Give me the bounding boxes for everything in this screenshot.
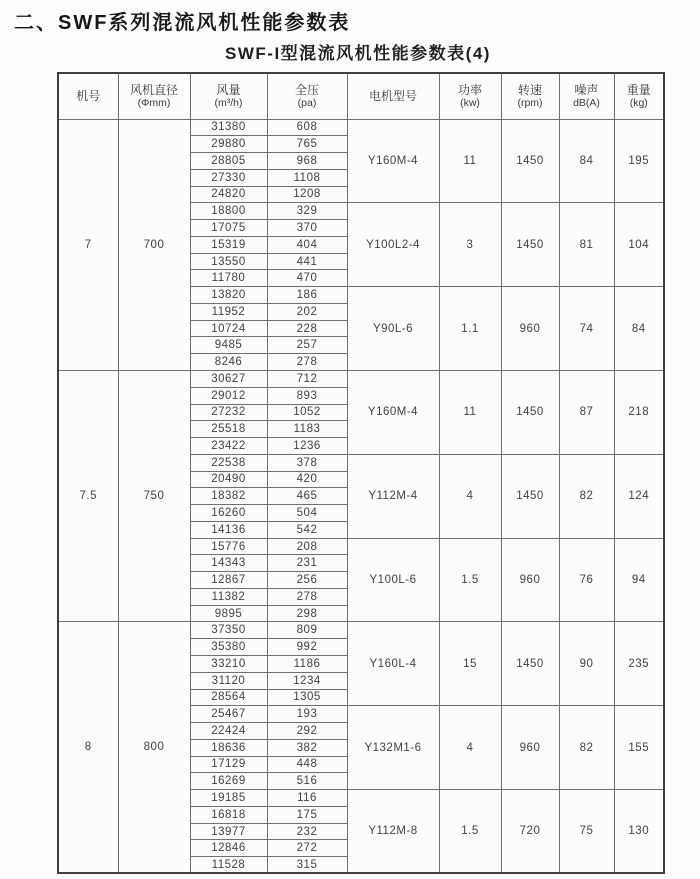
noise-cell: 90 — [559, 622, 614, 706]
power-cell: 11 — [439, 370, 501, 454]
airflow-cell: 27330 — [190, 169, 267, 186]
pressure-cell: 278 — [267, 588, 347, 605]
pressure-cell: 968 — [267, 153, 347, 170]
airflow-cell: 12846 — [190, 840, 267, 857]
airflow-cell: 16260 — [190, 505, 267, 522]
airflow-cell: 31120 — [190, 672, 267, 689]
pressure-cell: 1305 — [267, 689, 347, 706]
pressure-cell: 1186 — [267, 656, 347, 673]
col-header-pressure — [267, 73, 347, 119]
speed-cell: 960 — [501, 706, 559, 790]
power-cell: 1.5 — [439, 790, 501, 874]
pressure-cell: 1183 — [267, 421, 347, 438]
airflow-cell: 17129 — [190, 756, 267, 773]
fan-performance-table — [57, 72, 665, 874]
weight-cell: 124 — [614, 454, 664, 538]
table-subtitle: SWF-I型混流风机性能参数表(4) — [225, 44, 491, 63]
airflow-cell: 30627 — [190, 370, 267, 387]
page-title: 二、SWF系列混流风机性能参数表 — [14, 12, 351, 34]
motor-model-cell: Y160L-4 — [347, 622, 439, 706]
col-header-diameter — [118, 73, 190, 119]
motor-model-cell: Y132M1-6 — [347, 706, 439, 790]
weight-cell: 195 — [614, 119, 664, 203]
airflow-cell: 16269 — [190, 773, 267, 790]
pressure-cell: 382 — [267, 739, 347, 756]
speed-cell: 960 — [501, 538, 559, 622]
power-cell: 1.5 — [439, 538, 501, 622]
airflow-cell: 25518 — [190, 421, 267, 438]
pressure-cell: 298 — [267, 605, 347, 622]
airflow-cell: 14343 — [190, 555, 267, 572]
airflow-cell: 11780 — [190, 270, 267, 287]
airflow-cell: 13820 — [190, 287, 267, 304]
airflow-cell: 16818 — [190, 806, 267, 823]
pressure-cell: 1108 — [267, 169, 347, 186]
pressure-cell: 329 — [267, 203, 347, 220]
airflow-cell: 37350 — [190, 622, 267, 639]
col-header-label: 重量 — [626, 83, 651, 98]
pressure-cell: 370 — [267, 220, 347, 237]
pressure-cell: 420 — [267, 471, 347, 488]
pressure-cell: 542 — [267, 521, 347, 538]
airflow-cell: 29880 — [190, 136, 267, 153]
pressure-cell: 992 — [267, 639, 347, 656]
col-header-motor-model — [347, 73, 439, 119]
col-header-label: 噪声 — [574, 83, 599, 98]
airflow-cell: 28564 — [190, 689, 267, 706]
weight-cell: 104 — [614, 203, 664, 287]
power-cell: 11 — [439, 119, 501, 203]
col-header-label: 风量 — [216, 83, 241, 98]
pressure-cell: 202 — [267, 303, 347, 320]
power-cell: 3 — [439, 203, 501, 287]
motor-model-cell: Y100L2-4 — [347, 203, 439, 287]
pressure-cell: 893 — [267, 387, 347, 404]
pressure-cell: 448 — [267, 756, 347, 773]
col-header-unit: (kg) — [629, 97, 648, 110]
model-no-cell: 7 — [58, 119, 118, 370]
pressure-cell: 470 — [267, 270, 347, 287]
motor-model-cell: Y160M-4 — [347, 370, 439, 454]
col-header-airflow — [190, 73, 267, 119]
weight-cell: 130 — [614, 790, 664, 874]
model-no-cell: 7.5 — [58, 370, 118, 621]
airflow-cell: 19185 — [190, 790, 267, 807]
speed-cell: 1450 — [501, 203, 559, 287]
speed-cell: 720 — [501, 790, 559, 874]
pressure-cell: 116 — [267, 790, 347, 807]
model-no-cell: 8 — [58, 622, 118, 873]
table-header — [58, 73, 664, 119]
speed-cell: 1450 — [501, 370, 559, 454]
airflow-cell: 10724 — [190, 320, 267, 337]
pressure-cell: 1052 — [267, 404, 347, 421]
pressure-cell: 315 — [267, 857, 347, 874]
pressure-cell: 712 — [267, 370, 347, 387]
speed-cell: 960 — [501, 287, 559, 371]
noise-cell: 82 — [559, 454, 614, 538]
col-header-unit: (m³/h) — [214, 97, 243, 110]
weight-cell: 218 — [614, 370, 664, 454]
airflow-cell: 18800 — [190, 203, 267, 220]
airflow-cell: 35380 — [190, 639, 267, 656]
col-header-speed — [501, 73, 559, 119]
airflow-cell: 22538 — [190, 454, 267, 471]
motor-model-cell: Y100L-6 — [347, 538, 439, 622]
airflow-cell: 13977 — [190, 823, 267, 840]
noise-cell: 75 — [559, 790, 614, 874]
power-cell: 15 — [439, 622, 501, 706]
col-header-label: 机号 — [76, 89, 101, 104]
pressure-cell: 1236 — [267, 438, 347, 455]
power-cell: 1.1 — [439, 287, 501, 371]
pressure-cell: 278 — [267, 354, 347, 371]
pressure-cell: 1234 — [267, 672, 347, 689]
motor-model-cell: Y112M-4 — [347, 454, 439, 538]
airflow-cell: 29012 — [190, 387, 267, 404]
airflow-cell: 11528 — [190, 857, 267, 874]
airflow-cell: 24820 — [190, 186, 267, 203]
table-row — [58, 119, 664, 136]
airflow-cell: 27232 — [190, 404, 267, 421]
col-header-unit: dB(A) — [573, 97, 600, 110]
airflow-cell: 15776 — [190, 538, 267, 555]
table-row — [58, 622, 664, 639]
pressure-cell: 231 — [267, 555, 347, 572]
diameter-cell: 700 — [118, 119, 190, 370]
pressure-cell: 256 — [267, 572, 347, 589]
airflow-cell: 13550 — [190, 253, 267, 270]
airflow-cell: 33210 — [190, 656, 267, 673]
airflow-cell: 20490 — [190, 471, 267, 488]
airflow-cell: 11952 — [190, 303, 267, 320]
pressure-cell: 465 — [267, 488, 347, 505]
pressure-cell: 516 — [267, 773, 347, 790]
airflow-cell: 28805 — [190, 153, 267, 170]
pressure-cell: 208 — [267, 538, 347, 555]
airflow-cell: 31380 — [190, 119, 267, 136]
pressure-cell: 272 — [267, 840, 347, 857]
col-header-unit: (Φmm) — [137, 97, 171, 110]
airflow-cell: 14136 — [190, 521, 267, 538]
pressure-cell: 193 — [267, 706, 347, 723]
airflow-cell: 9485 — [190, 337, 267, 354]
noise-cell: 84 — [559, 119, 614, 203]
weight-cell: 155 — [614, 706, 664, 790]
col-header-power — [439, 73, 501, 119]
speed-cell: 1450 — [501, 454, 559, 538]
airflow-cell: 9895 — [190, 605, 267, 622]
power-cell: 4 — [439, 706, 501, 790]
pressure-cell: 608 — [267, 119, 347, 136]
col-header-unit: (kw) — [460, 97, 480, 110]
table-body — [58, 119, 664, 873]
airflow-cell: 18382 — [190, 488, 267, 505]
col-header-unit: (rpm) — [517, 97, 543, 110]
pressure-cell: 441 — [267, 253, 347, 270]
airflow-cell: 8246 — [190, 354, 267, 371]
airflow-cell: 17075 — [190, 220, 267, 237]
airflow-cell: 23422 — [190, 438, 267, 455]
weight-cell: 94 — [614, 538, 664, 622]
col-header-label: 全压 — [294, 83, 319, 98]
col-header-model-no — [58, 73, 118, 119]
pressure-cell: 175 — [267, 806, 347, 823]
pressure-cell: 228 — [267, 320, 347, 337]
col-header-weight — [614, 73, 664, 119]
airflow-cell: 25467 — [190, 706, 267, 723]
noise-cell: 82 — [559, 706, 614, 790]
pressure-cell: 257 — [267, 337, 347, 354]
pressure-cell: 378 — [267, 454, 347, 471]
pressure-cell: 765 — [267, 136, 347, 153]
airflow-cell: 18636 — [190, 739, 267, 756]
weight-cell: 235 — [614, 622, 664, 706]
table-row — [58, 370, 664, 387]
col-header-label: 转速 — [517, 83, 542, 98]
col-header-noise — [559, 73, 614, 119]
speed-cell: 1450 — [501, 622, 559, 706]
diameter-cell: 800 — [118, 622, 190, 873]
pressure-cell: 504 — [267, 505, 347, 522]
airflow-cell: 22424 — [190, 723, 267, 740]
pressure-cell: 186 — [267, 287, 347, 304]
noise-cell: 81 — [559, 203, 614, 287]
weight-cell: 84 — [614, 287, 664, 371]
col-header-label: 风机直径 — [129, 83, 178, 98]
noise-cell: 76 — [559, 538, 614, 622]
speed-cell: 1450 — [501, 119, 559, 203]
pressure-cell: 1208 — [267, 186, 347, 203]
pressure-cell: 232 — [267, 823, 347, 840]
pressure-cell: 292 — [267, 723, 347, 740]
motor-model-cell: Y90L-6 — [347, 287, 439, 371]
col-header-label: 电机型号 — [368, 89, 417, 104]
noise-cell: 87 — [559, 370, 614, 454]
airflow-cell: 12867 — [190, 572, 267, 589]
airflow-cell: 15319 — [190, 236, 267, 253]
col-header-label: 功率 — [457, 83, 482, 98]
motor-model-cell: Y112M-8 — [347, 790, 439, 874]
motor-model-cell: Y160M-4 — [347, 119, 439, 203]
pressure-cell: 809 — [267, 622, 347, 639]
power-cell: 4 — [439, 454, 501, 538]
pressure-cell: 404 — [267, 236, 347, 253]
diameter-cell: 750 — [118, 370, 190, 621]
noise-cell: 74 — [559, 287, 614, 371]
col-header-unit: (pa) — [297, 97, 317, 110]
airflow-cell: 11382 — [190, 588, 267, 605]
